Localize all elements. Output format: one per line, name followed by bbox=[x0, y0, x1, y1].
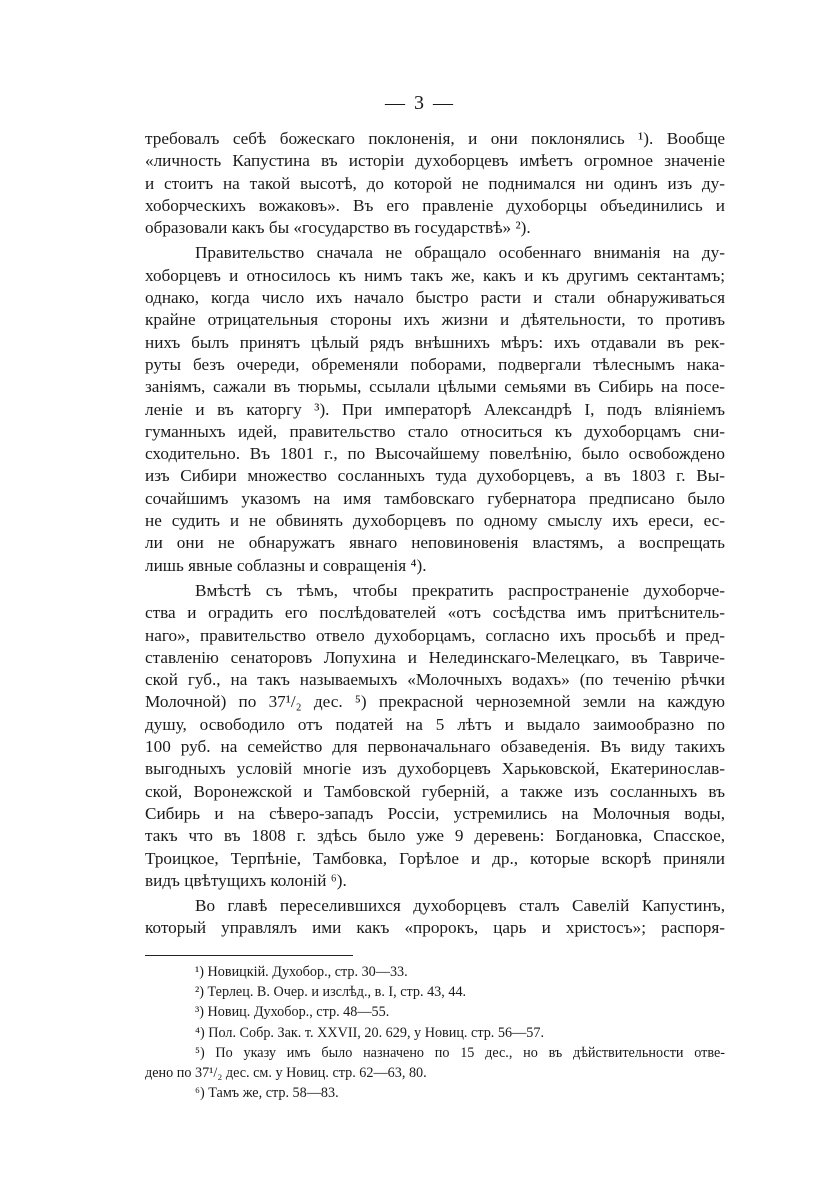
text-line: требовалъ себѣ божескаго поклоненія, и они поклонялись ¹). Вообще bbox=[145, 129, 725, 148]
text-line: изъ Сибири множество сосланныхъ туда духоборцевъ, а въ 1803 г. Вы- bbox=[145, 466, 725, 486]
text-line: ли они не обнаружатъ явнаго неповиновенія властямъ, а воспрещать bbox=[145, 533, 725, 553]
page-number: — 3 — bbox=[385, 92, 455, 114]
text-line: ставленію сенаторовъ Лопухина и Нелединскаго-Мелецкаго, въ Тавриче- bbox=[145, 647, 725, 667]
footnote-divider bbox=[145, 955, 353, 956]
text-line: душу, освободило отъ податей на 5 лѣтъ и выдало заимообразно по bbox=[145, 714, 725, 734]
text-line: хоборцевъ и относилось къ нимъ такъ же, какъ и къ другимъ сектантамъ; bbox=[145, 265, 725, 285]
text-line: Молочной) по 37¹/₂ дес. ⁵) прекрасной черноземной земли на каждую bbox=[145, 692, 725, 712]
text-line: нихъ былъ принятъ цѣлый рядъ внѣшнихъ мѣръ: ихъ отдавали въ рек- bbox=[145, 332, 725, 352]
text-line: Троицкое, Терпѣніе, Тамбовка, Горѣлое и др., которые вскорѣ приняли bbox=[145, 848, 725, 868]
footnote: ⁶) Тамъ же, стр. 58—83. bbox=[195, 1085, 339, 1102]
paragraph bbox=[145, 895, 725, 940]
text-line: наго», правительство отвело духоборцамъ, согласно ихъ просьбѣ и пред- bbox=[145, 625, 725, 645]
paragraph bbox=[145, 580, 725, 892]
text-line: 100 руб. на семейство для первоначальнаго обзаведенія. Въ виду такихъ bbox=[145, 737, 725, 757]
text-line: который управлялъ ими какъ «пророкъ, царь и христосъ»; распоря- bbox=[145, 918, 725, 938]
text-line: однако, когда число ихъ начало быстро расти и стали обнаруживаться bbox=[145, 288, 725, 308]
text-line: такъ что въ 1808 г. здѣсь было уже 9 деревень: Богдановка, Спасское, bbox=[145, 826, 725, 846]
text-line: крайне отрицательныя стороны ихъ жизни и дѣятельности, то противъ bbox=[145, 310, 725, 330]
text-line: ской, Воронежской и Тамбовской губерній, а также изъ сосланныхъ въ bbox=[145, 781, 725, 801]
paragraph bbox=[145, 242, 725, 576]
text-line: Правительство сначала не обращало особеннаго вниманія на ду- bbox=[195, 243, 725, 263]
text-line: видъ цвѣтущихъ колоній ⁶). bbox=[145, 870, 347, 890]
text-line: выгодныхъ условій многіе изъ духоборцевъ Харьковской, Екатеринослав- bbox=[145, 759, 725, 779]
text-line: гуманныхъ идей, правительство стало относиться къ духоборцамъ сни- bbox=[145, 421, 725, 441]
text-line: сочайшимъ указомъ на имя тамбовскаго губернатора предписано было bbox=[145, 488, 725, 508]
text-line: ской губ., на такъ называемыхъ «Молочныхъ водахъ» (по теченію рѣчки bbox=[145, 670, 725, 690]
text-line: Сибирь и на сѣверо-западъ Россіи, устремились на Молочныя воды, bbox=[145, 803, 725, 823]
footnote: ²) Терлец. В. Очер. и изслѣд., в. I, стр. 43, 44. bbox=[195, 984, 467, 1001]
text-line: «личность Капустина въ исторіи духоборцевъ имѣетъ огромное значеніе bbox=[145, 151, 725, 171]
text-line: и стоитъ на такой высотѣ, до которой не поднимался ни одинъ изъ ду- bbox=[145, 173, 725, 193]
text-line: руты безъ очереди, обременяли поборами, подвергали тѣлеснымъ нака- bbox=[145, 354, 725, 374]
text-line: Во главѣ переселившихся духоборцевъ сталъ Савелій Капустинъ, bbox=[195, 896, 725, 916]
text-line: образовали какъ бы «государство въ государствѣ» ²). bbox=[145, 218, 531, 238]
footnote: ³) Новиц. Духобор., стр. 48—55. bbox=[195, 1004, 390, 1021]
footnote: ¹) Новицкій. Духобор., стр. 30—33. bbox=[195, 964, 408, 980]
text-line: хоборческихъ вожаковъ». Въ его правленіе духоборцы объединились и bbox=[145, 195, 725, 215]
text-line: Вмѣстѣ съ тѣмъ, чтобы прекратить распространеніе духоборче- bbox=[195, 580, 725, 600]
paragraph bbox=[145, 128, 725, 239]
text-line: леніе и въ каторгу ³). При императорѣ Александрѣ I, подъ вліяніемъ bbox=[145, 399, 725, 419]
footnotes bbox=[145, 962, 725, 1103]
text-line: сходительно. Въ 1801 г., по Высочайшему повелѣнію, было освобождено bbox=[145, 444, 725, 464]
text-line: не судить и не обвинять духоборцевъ по одному смыслу ихъ ереси, ес- bbox=[145, 511, 725, 531]
footnote: ⁴) Пол. Собр. Зак. т. XXVII, 20. 629, у Новиц. стр. 56—57. bbox=[195, 1024, 544, 1041]
text-line: лишь явные соблазны и совращенія ⁴). bbox=[145, 555, 427, 575]
footnote-continuation: дено по 37¹/₂ дес. см. у Новиц. стр. 62—63, 80. bbox=[145, 1064, 427, 1081]
body-text bbox=[145, 128, 725, 940]
footnote: ⁵) По указу имъ было назначено по 15 дес., но въ дѣйствительности отве- bbox=[195, 1044, 725, 1061]
text-line: ства и оградить его послѣдователей «отъ сосѣдства имъ притѣснитель- bbox=[145, 603, 725, 623]
text-line: заніямъ, сажали въ тюрьмы, ссылали цѣлыми семьями въ Сибирь на посе- bbox=[145, 377, 725, 397]
